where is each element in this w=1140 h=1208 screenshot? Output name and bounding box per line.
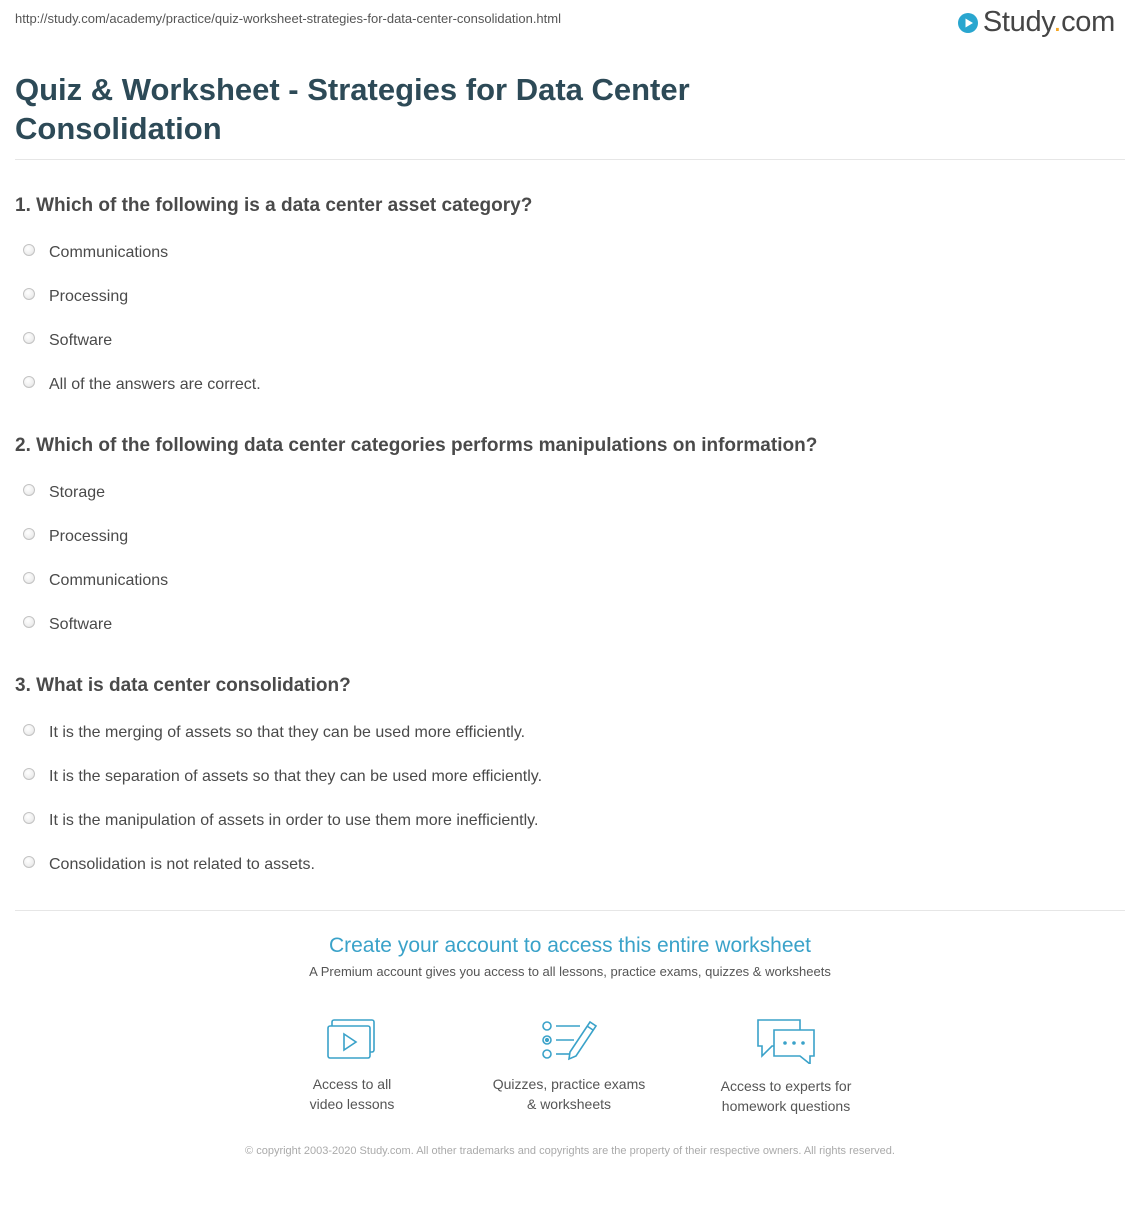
question-1	[15, 193, 1115, 407]
answer-option[interactable]	[15, 275, 1115, 319]
answer-option[interactable]	[15, 603, 1115, 647]
radio-button[interactable]	[23, 724, 35, 736]
question-3	[15, 673, 1115, 887]
feature-label: Access to all video lessons	[309, 1076, 395, 1112]
radio-button[interactable]	[23, 528, 35, 540]
radio-button[interactable]	[23, 768, 35, 780]
chat-bubbles-icon	[754, 1018, 818, 1064]
cta-subtitle: A Premium account gives you access to all lessons, practice exams, quizzes & worksheets	[309, 964, 831, 979]
feature-video-lessons	[242, 1018, 462, 1114]
option-label: Software	[49, 616, 113, 633]
answer-option[interactable]	[15, 471, 1115, 515]
divider	[15, 910, 1125, 911]
option-label: Software	[49, 332, 113, 349]
question-text: 2. Which of the following data center categories performs manipulations on information?	[15, 435, 818, 456]
option-label: It is the separation of assets so that they can be used more efficiently.	[49, 768, 543, 785]
quiz-checklist-icon	[540, 1018, 598, 1062]
option-label: Communications	[49, 572, 169, 589]
answer-option[interactable]	[15, 559, 1115, 603]
question-text: 3. What is data center consolidation?	[15, 675, 351, 696]
answer-option[interactable]	[15, 799, 1115, 843]
feature-quizzes	[459, 1018, 679, 1114]
page-title: Quiz & Worksheet - Strategies for Data Center Consolidation	[15, 72, 690, 146]
radio-button[interactable]	[23, 288, 35, 300]
radio-button[interactable]	[23, 332, 35, 344]
play-circle-icon	[957, 12, 979, 34]
divider	[15, 159, 1125, 160]
question-text: 1. Which of the following is a data center asset category?	[15, 195, 533, 216]
feature-label: Access to experts for homework questions	[720, 1078, 852, 1114]
option-label: Storage	[49, 484, 106, 501]
question-2	[15, 433, 1115, 647]
option-label: All of the answers are correct.	[49, 376, 261, 393]
answer-option[interactable]	[15, 755, 1115, 799]
video-lessons-icon	[326, 1018, 378, 1062]
radio-button[interactable]	[23, 376, 35, 388]
option-label: Communications	[49, 244, 169, 261]
answer-option[interactable]	[15, 843, 1115, 887]
radio-button[interactable]	[23, 572, 35, 584]
create-account-link[interactable]: Create your account to access this entire worksheet	[328, 934, 812, 957]
page-url: http://study.com/academy/practice/quiz-worksheet-strategies-for-data-center-consolidation.html	[15, 11, 561, 26]
radio-button[interactable]	[23, 484, 35, 496]
feature-label: Quizzes, practice exams & worksheets	[492, 1076, 646, 1112]
radio-button[interactable]	[23, 856, 35, 868]
radio-button[interactable]	[23, 812, 35, 824]
answer-option[interactable]	[15, 515, 1115, 559]
option-label: Processing	[49, 288, 129, 305]
study-logo[interactable]	[957, 6, 1115, 39]
answer-option[interactable]	[15, 319, 1115, 363]
radio-button[interactable]	[23, 244, 35, 256]
option-label: Consolidation is not related to assets.	[49, 856, 315, 873]
logo-text: Study.com	[982, 6, 1115, 38]
option-label: It is the merging of assets so that they can be used more efficiently.	[49, 724, 526, 741]
answer-option[interactable]	[15, 711, 1115, 755]
answer-option[interactable]	[15, 363, 1115, 407]
radio-button[interactable]	[23, 616, 35, 628]
option-label: Processing	[49, 528, 129, 545]
option-label: It is the manipulation of assets in order to use them more inefficiently.	[49, 812, 539, 829]
feature-experts	[676, 1018, 896, 1116]
answer-option[interactable]	[15, 231, 1115, 275]
copyright-text: © copyright 2003-2020 Study.com. All other trademarks and copyrights are the property of their respective owners. All rights reserved.	[245, 1145, 895, 1157]
